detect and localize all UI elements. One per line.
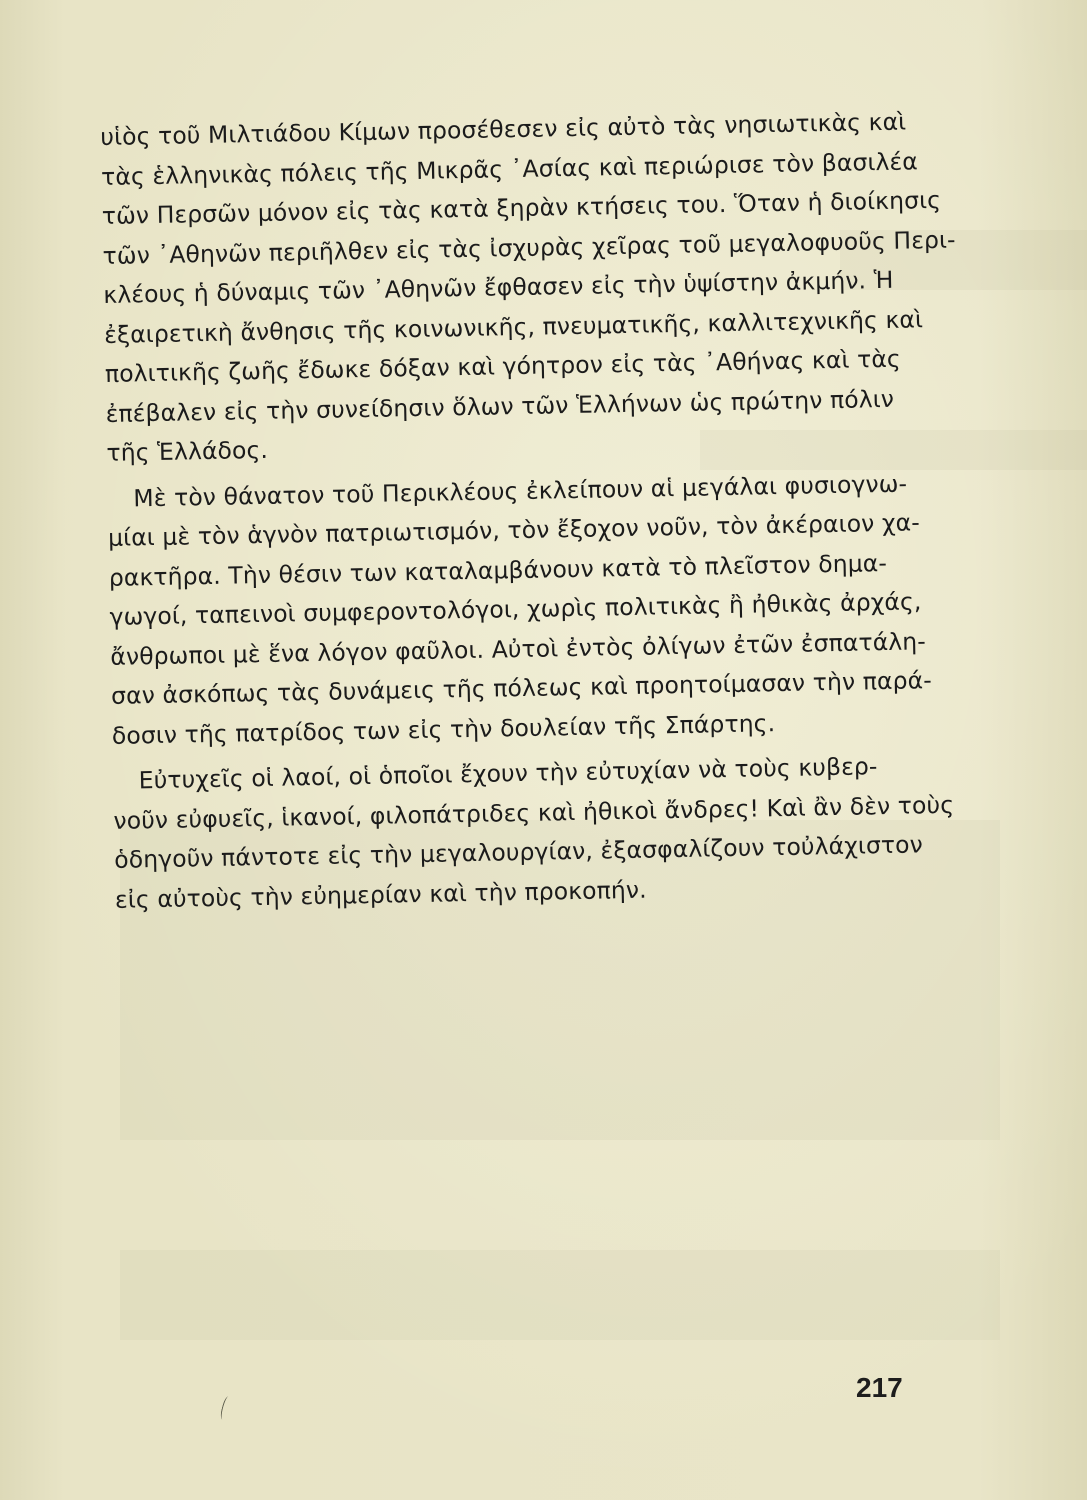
text-line: ἄνθρωποι μὲ ἕνα λόγον φαῦλοι. Αὐτοὶ ἐντὸς ὀλίγων ἐτῶν ἐσπατάλη-	[110, 626, 927, 671]
text-line: ἐπέβαλεν εἰς τὴν συνείδησιν ὅλων τῶν Ἑλλήνων ὡς πρώτην πόλιν	[105, 384, 895, 428]
text-line: Μὲ τὸν θάνατον τοῦ Περικλέους ἐκλείπουν αἱ μεγάλαι φυσιογνω-	[133, 469, 908, 512]
text-line: ἐξαιρετικὴ ἄνθησις τῆς κοινωνικῆς, πνευματικῆς, καλλιτεχνικῆς καὶ	[103, 304, 924, 349]
text-line: γωγοί, ταπεινοὶ συμφεροντολόγοι, χωρὶς πολιτικὰς ἢ ἠθικὰς ἀρχάς,	[109, 587, 922, 631]
page-number: 217	[856, 1372, 903, 1403]
text-line: μίαι μὲ τὸν ἁγνὸν πατριωτισμόν, τὸν ἔξοχον νοῦν, τὸν ἀκέραιον χα-	[107, 508, 921, 552]
text-line: υἱὸς τοῦ Μιλτιάδου Κίμων προσέθεσεν εἰς αὐτὸ τὰς νησιωτικὰς καὶ	[100, 107, 907, 151]
text-line: τῶν Περσῶν μόνον εἰς τὰς κατὰ ξηρὰν κτήσεις του. Ὅταν ἡ διοίκησις	[101, 185, 942, 230]
paragraph-2	[107, 464, 932, 756]
text-line: δοσιν τῆς πατρίδος των εἰς τὴν δουλείαν τῆς Σπάρτης.	[111, 708, 776, 750]
text-line: Εὐτυχεῖς οἱ λαοί, οἱ ὁποῖοι ἔχουν τὴν εὐτυχίαν νὰ τοὺς κυβερ-	[138, 752, 878, 795]
text-line: πολιτικῆς ζωῆς ἔδωκε δόξαν καὶ γόητρον εἰς τὰς ᾿Αθήνας καὶ τὰς	[104, 344, 902, 388]
text-line: ὁδηγοῦν πάντοτε εἰς τὴν μεγαλουργίαν, ἐξασφαλίζουν τοὐλάχιστον	[113, 830, 924, 874]
paragraph-3	[112, 746, 955, 920]
text-line: εἰς αὐτοὺς τὴν εὐημερίαν καὶ τὴν προκοπήν.	[114, 875, 647, 914]
text-line: κλέους ἡ δύναμις τῶν ᾿Αθηνῶν ἔφθασεν εἰς τὴν ὑψίστην ἀκμήν. Ἡ	[103, 265, 894, 309]
text-line: τῶν ᾿Αθηνῶν περιῆλθεν εἰς τὰς ἰσχυρὰς χεῖρας τοῦ μεγαλοφυοῦς Περι-	[102, 225, 956, 270]
pencil-mark	[219, 1396, 232, 1421]
paragraph-1	[100, 102, 956, 473]
text-line: τῆς Ἑλλάδος.	[106, 435, 269, 467]
text-line: τὰς ἑλληνικὰς πόλεις τῆς Μικρᾶς ᾿Ασίας καὶ περιώρισε τὸν βασιλέα	[100, 146, 919, 191]
body-text	[100, 102, 956, 926]
text-line: σαν ἀσκόπως τὰς δυνάμεις τῆς πόλεως καὶ προητοίμασαν τὴν παρά-	[110, 666, 933, 710]
text-line: νοῦν εὐφυεῖς, ἱκανοί, φιλοπάτριδες καὶ ἠθικοὶ ἄνδρες! Καὶ ἂν δὲν τοὺς	[113, 790, 955, 835]
text-line: ρακτῆρα. Τὴν θέσιν των καταλαμβάνουν κατὰ τὸ πλεῖστον δημα-	[108, 548, 888, 592]
